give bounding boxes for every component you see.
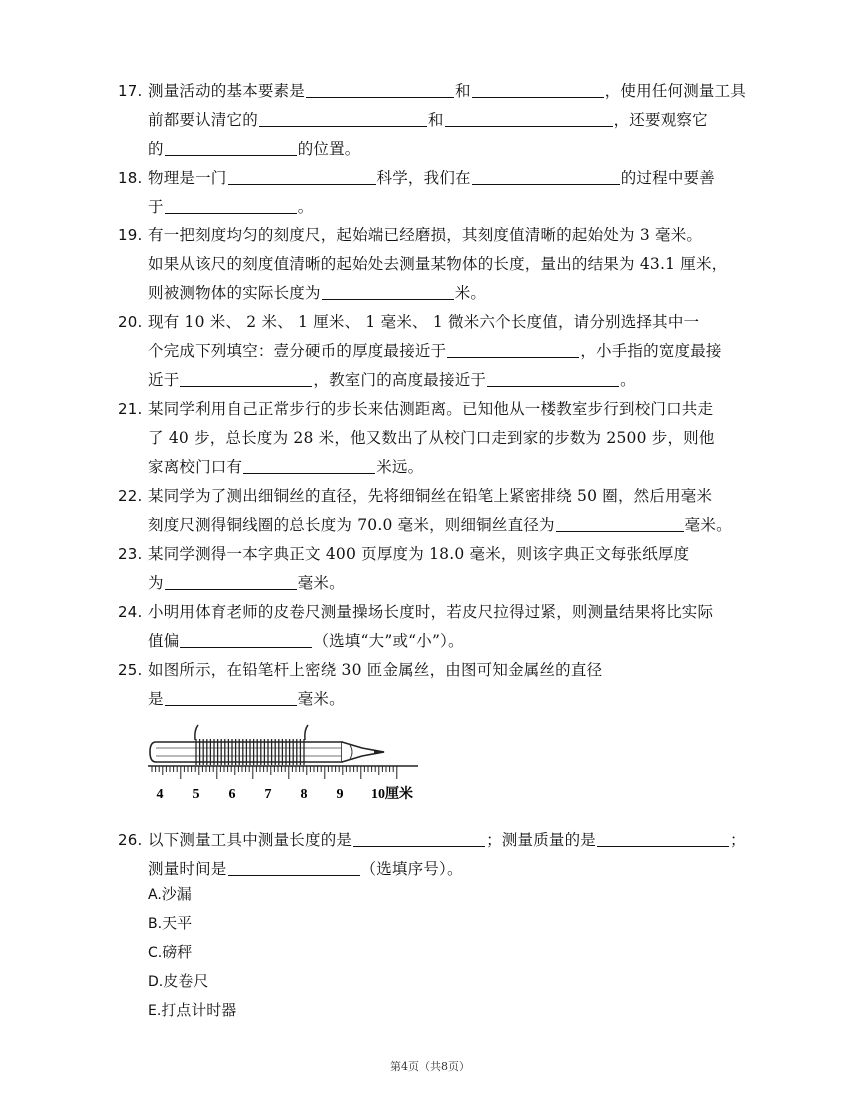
question-text: 和	[455, 82, 471, 100]
question-text: 如图所示，在铅笔杆上密绕 30 匝金属丝，由图可知金属丝的直径	[148, 661, 603, 679]
option-b[interactable]: B.天平	[148, 914, 193, 932]
question-number: 18.	[118, 169, 143, 187]
question-text: 米。	[454, 284, 487, 302]
answer-blank[interactable]	[228, 166, 376, 185]
question-text: 测量活动的基本要素是	[148, 82, 306, 100]
question-text: 和	[427, 111, 444, 129]
question-number: 24.	[118, 603, 143, 621]
answer-blank[interactable]	[472, 166, 620, 185]
question-text: 以下测量工具中测量长度的是	[148, 831, 353, 849]
question-18	[118, 164, 763, 222]
answer-blank[interactable]	[243, 455, 375, 474]
question-number: 26.	[118, 831, 143, 849]
question-text: 如果从该尺的刻度值清晰的起始处去测量某物体的长度，量出的结果为 43.1 厘米，	[148, 255, 728, 273]
question-text: ，使用任何测量工具	[604, 82, 747, 100]
question-text: ，小手指的宽度最接	[580, 342, 722, 360]
question-text: 为	[148, 574, 164, 592]
question-number: 20.	[118, 313, 143, 331]
question-text: ，还要观察它	[613, 111, 708, 129]
question-26	[118, 826, 763, 884]
question-text: 近于	[148, 371, 180, 389]
question-text: ，教室门的高度最接近于	[313, 371, 487, 389]
ruler-label: 9	[336, 787, 344, 802]
answer-blank[interactable]	[487, 368, 619, 387]
question-text: 某同学为了测出细铜丝的直径，先将细铜丝在铅笔上紧密排绕 50 圈，然后用毫米	[148, 487, 713, 505]
question-text: 某同学利用自己正常步行的步长来估测距离。已知他从一楼教室步行到校门口共走	[148, 400, 714, 418]
ruler-label: 10厘米	[371, 787, 413, 802]
question-text: 了 40 步，总长度为 28 米，他又数出了从校门口走到家的步数为 2500 步，则他	[148, 429, 715, 447]
answer-blank[interactable]	[165, 687, 297, 706]
coil-end-marker	[195, 725, 198, 740]
answer-blank[interactable]	[472, 79, 604, 98]
answer-blank[interactable]	[180, 368, 312, 387]
question-text: 毫米。	[297, 574, 345, 592]
question-text: 毫米。	[684, 516, 732, 534]
ruler-label: 8	[300, 787, 308, 802]
question-text: 于	[148, 198, 164, 216]
question-text: 前都要认清它的	[148, 111, 258, 129]
answer-blank[interactable]	[165, 137, 297, 156]
answer-blank[interactable]	[445, 108, 613, 127]
answer-blank[interactable]	[322, 281, 454, 300]
option-c[interactable]: C.磅秤	[148, 943, 193, 961]
question-text: 有一把刻度均匀的刻度尺，起始端已经磨损，其刻度值清晰的起始处为 3 毫米。	[148, 226, 703, 244]
pencil-illustration	[150, 742, 384, 762]
question-text: 小明用体育老师的皮卷尺测量操场长度时，若皮尺拉得过紧，则测量结果将比实际	[148, 603, 714, 621]
answer-blank[interactable]	[556, 513, 684, 532]
ruler-label: 7	[264, 787, 272, 802]
answer-blank[interactable]	[228, 857, 360, 876]
question-number: 19.	[118, 226, 143, 244]
question-text: 。	[297, 198, 314, 216]
question-23	[118, 540, 763, 598]
ruler-label: 5	[192, 787, 200, 802]
answer-blank[interactable]	[353, 828, 485, 847]
option-e[interactable]: E.打点计时器	[148, 1001, 237, 1019]
option-a[interactable]: A.沙漏	[148, 885, 192, 903]
answer-blank[interactable]	[447, 339, 579, 358]
question-text: 米远。	[376, 458, 424, 476]
question-text: 的	[148, 140, 164, 158]
question-number: 23.	[118, 545, 143, 563]
question-text: 物理是一门	[148, 169, 227, 187]
option-d[interactable]: D.皮卷尺	[148, 972, 209, 990]
page-footer: 第4页（共8页）	[390, 1060, 470, 1073]
question-text: 现有 10 米、 2 米、 1 厘米、 1 毫米、 1 微米六个长度值，请分别选择其中一	[148, 313, 700, 331]
question-text: 。	[620, 371, 636, 389]
question-text: （选填序号）。	[360, 860, 463, 878]
question-text: 是	[148, 690, 164, 708]
answer-blank[interactable]	[180, 629, 312, 648]
question-text: 科学，我们在	[376, 169, 471, 187]
ruler-label: 4	[156, 787, 164, 802]
answer-blank[interactable]	[165, 571, 297, 590]
question-text: 个完成下列填空：壹分硬币的厚度最接近于	[148, 342, 447, 360]
answer-blank[interactable]	[597, 828, 729, 847]
question-number: 22.	[118, 487, 143, 505]
question-number: 17.	[118, 82, 143, 100]
question-21	[118, 395, 763, 482]
question-text: 某同学测得一本字典正文 400 页厚度为 18.0 毫米，则该字典正文每张纸厚度	[148, 545, 690, 563]
question-19	[118, 221, 763, 308]
question-text: 则被测物体的实际长度为	[148, 284, 321, 302]
question-text: 刻度尺测得铜线圈的总长度为 70.0 毫米，则细铜丝直径为	[148, 516, 555, 534]
question-text: ；测量质量的是	[486, 831, 597, 849]
question-text: 测量时间是	[148, 860, 227, 878]
pencil-coil-ruler-figure	[148, 718, 428, 808]
answer-blank[interactable]	[259, 108, 427, 127]
question-text: ；	[730, 831, 746, 849]
answer-blank[interactable]	[165, 195, 297, 214]
coil-end-marker	[305, 725, 308, 740]
question-20	[118, 308, 763, 395]
question-22	[118, 482, 763, 540]
question-text: 的位置。	[297, 140, 361, 158]
question-text: 毫米。	[297, 690, 345, 708]
question-24	[118, 598, 763, 656]
question-text: 家离校门口有	[148, 458, 243, 476]
question-text: 值偏	[148, 632, 180, 650]
question-number: 21.	[118, 400, 143, 418]
question-text: （选填“大”或“小”）。	[313, 632, 464, 650]
ruler-label: 6	[228, 787, 236, 802]
question-17	[118, 77, 763, 164]
answer-blank[interactable]	[306, 79, 454, 98]
ruler	[148, 766, 418, 802]
question-number: 25.	[118, 661, 143, 679]
question-25	[118, 656, 763, 714]
question-text: 的过程中要善	[620, 169, 715, 187]
